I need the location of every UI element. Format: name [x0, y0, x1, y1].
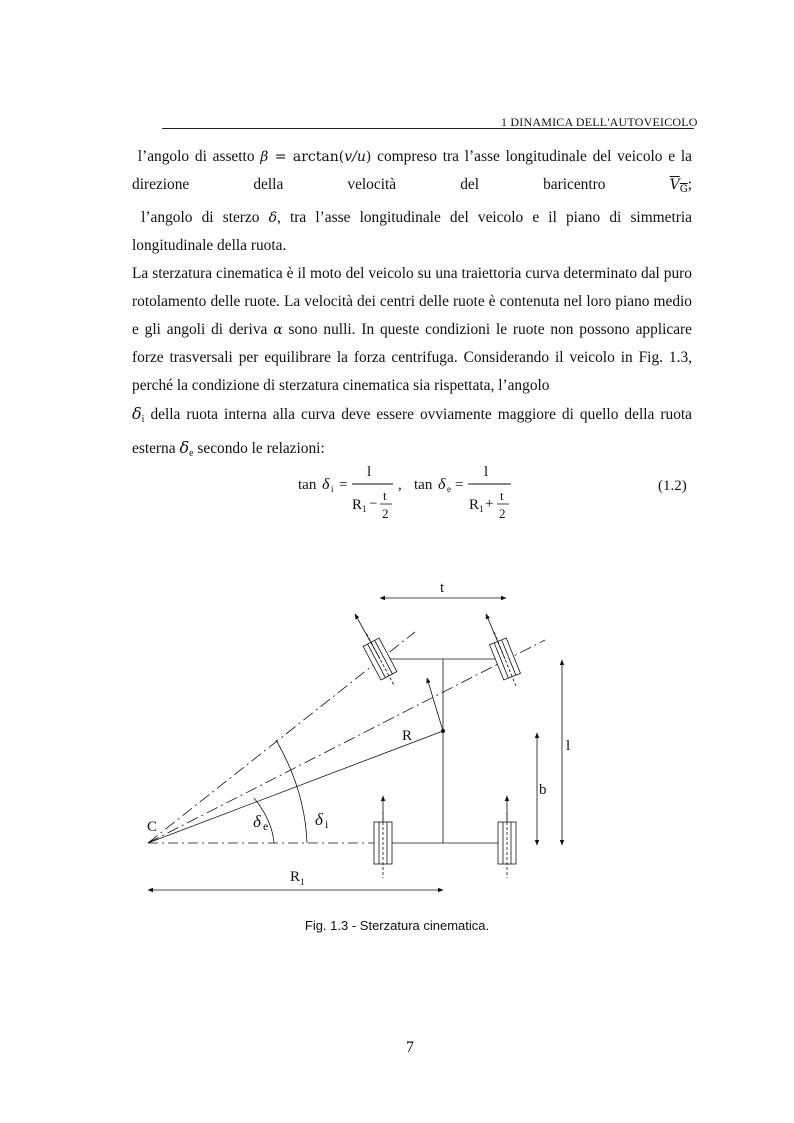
radius-r-line [148, 731, 443, 843]
running-header: 1 DINAMICA DELL'AUTOVEICOLO [501, 115, 698, 129]
delta-e-subscript: e [189, 448, 194, 459]
figure-caption: Fig. 1.3 - Sterzatura cinematica. [304, 918, 490, 933]
label-t: t [440, 580, 445, 596]
cinematica-text-3: secondo le relazioni: [193, 440, 325, 457]
label-r1: R [290, 869, 301, 885]
eq-numerator-e: l [484, 464, 489, 480]
cinematica-text-2: della ruota interna alla curva deve essere ovviamente maggiore di quello della ruota esterna [132, 406, 692, 457]
eq-equals-e: = [455, 477, 464, 493]
label-r1-sub: 1 [300, 877, 305, 887]
delta-symbol: δ [268, 210, 278, 226]
eq-plus: + [485, 496, 494, 512]
delta-i-arc [276, 740, 307, 843]
paragraph-sterzo: l’angolo di sterzo δ, tra l’asse longitudinale del veicolo e il piano di simmetria longitudinale della ruota. [132, 209, 692, 254]
sterzo-description: , tra l’asse longitudinale del veicolo e il piano di simmetria longitudinale della ruota. [132, 209, 692, 254]
paragraph-sterzatura-cinematica: La sterzatura cinematica è il moto del veicolo su una traiettoria curva determinato dal puro rotolamento delle ruote. La velocità dei centri delle ruote è contenuta nel loro piano medio e gli angoli di deriva α sono nulli. In queste condizioni le ruote non possono applicare forze trasversali per equilibrare la forza centrifuga. Considerando il veicolo in Fig. 1.3, perché la condizione di sterzatura cinematica sia rispettata, l’angolo $\delta_i$ della ruota interna alla curva deve essere ovviamente maggiore di quello della ruota esterna $\delta_e$ secondo le relazioni: [132, 265, 692, 459]
eq-numerator-i: l [367, 464, 372, 480]
eq-tan-e: tan [414, 477, 433, 493]
arctan-label: = arctan( [268, 149, 345, 165]
label-c: C [147, 819, 158, 835]
cinematica-text: sono nulli. In queste condizioni le ruote non possono applicare forze trasversali per equilibrare la forza centrifuga. Considerando il veicolo in Fig. 1.3, perché la condizione di sterzatura cinematica sia rispettata, l’angolo [132, 321, 692, 394]
delta-i-subscript: i [141, 414, 145, 425]
label-delta-i-sub: i [325, 817, 329, 831]
eq-R-sub-i: 1 [362, 504, 367, 514]
outer-wheel-axis-line [148, 640, 545, 843]
eq-R-e: R [469, 497, 480, 513]
delta-e-symbol: δ [179, 438, 190, 457]
equation-number: (1.2) [658, 478, 687, 494]
eq-t-i: t [383, 488, 387, 503]
center-of-mass-point [441, 729, 445, 733]
label-r: R [402, 728, 413, 744]
eq-delta-e: δ [438, 476, 446, 493]
label-delta-e-sub: e [263, 819, 269, 833]
eq-two-e: 2 [499, 506, 506, 521]
eq-R-i: R [352, 497, 363, 513]
steering-geometry-figure [130, 570, 580, 900]
velocity-arrow [427, 678, 443, 731]
eq-delta-e-sub: e [447, 484, 451, 494]
front-inner-wheel [358, 629, 402, 690]
velocity-vector: $V_G$ [669, 177, 688, 195]
label-delta-i: δ [315, 810, 323, 829]
eq-delta-i-sub: i [331, 484, 334, 494]
label-delta-e: δ [253, 812, 261, 831]
page-number: 7 [406, 1039, 414, 1056]
eq-R-sub-e: 1 [479, 504, 484, 514]
assetto-description: compreso tra l’asse longitudinale del veicolo e la direzione della velocità del baricentro [132, 148, 692, 193]
eq-t-e: t [500, 488, 504, 503]
eq-comma: , [398, 477, 402, 493]
alpha-symbol: α [273, 322, 283, 338]
eq-delta-i: δ [322, 476, 330, 493]
eq-two-i: 2 [382, 506, 389, 521]
label-l: l [566, 738, 571, 754]
front-outer-wheel [486, 629, 525, 691]
delta-i-symbol: δ [132, 404, 142, 423]
arctan-close: ) [365, 149, 372, 165]
paragraph-assetto: l’angolo di assetto β = arctan(v/u) compreso tra l’asse longitudinale del veicolo e la direzione della velocità del baricentro $V_G$; [132, 148, 692, 195]
label-b: b [539, 782, 547, 798]
eq-minus: − [369, 496, 378, 512]
body-text [132, 143, 692, 468]
semicolon: ; [687, 176, 692, 193]
arctan-argument: v/u [344, 149, 366, 165]
eq-tan-i: tan [298, 477, 317, 493]
header-rule [162, 128, 694, 129]
beta-symbol: β [260, 149, 269, 165]
eq-equals-i: = [339, 477, 348, 493]
